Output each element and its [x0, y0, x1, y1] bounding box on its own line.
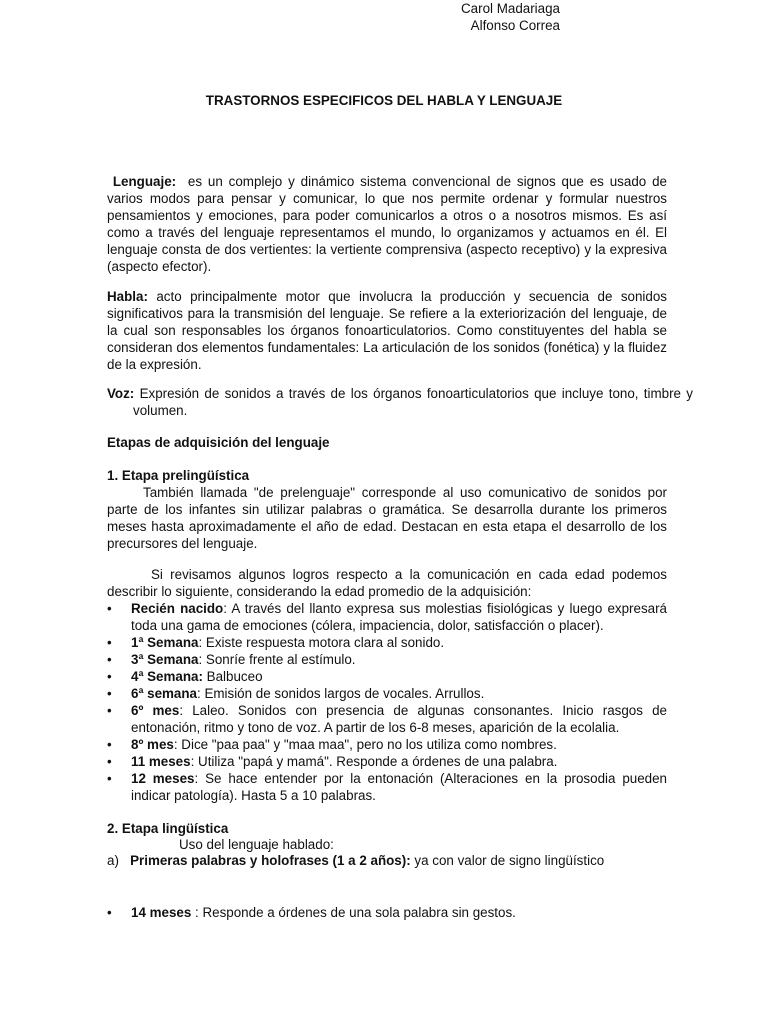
- list-item: • 12 meses: Se hace entender por la entonación (Alteraciones en la prosodia pueden indicar patología). Hasta 5 a 10 palabras.: [107, 771, 668, 803]
- etapa2-intro: Uso del lenguaje hablado:: [179, 837, 334, 852]
- bullet: •: [107, 635, 112, 650]
- bullet: •: [107, 754, 112, 769]
- etapa2-milestone-list: [107, 904, 667, 921]
- bullet: •: [107, 737, 112, 752]
- list-item: • 3ª Semana: Sonríe frente al estímulo.: [107, 652, 356, 667]
- list-item: • 1ª Semana: Existe respuesta motora clara al sonido.: [107, 635, 445, 650]
- bullet: •: [107, 669, 112, 684]
- voz-paragraph: [107, 385, 693, 419]
- list-item: • 6º mes: Laleo. Sonidos con presencia de algunas consonantes. Inicio rasgos de entonación, ritmo y tono de voz. A partir de los 6-8 meses, aparición de la ecolalia.: [107, 703, 667, 735]
- authors: [0, 0, 560, 34]
- etapa1-heading: 1. Etapa prelingüística: [107, 468, 250, 483]
- bullet: •: [107, 686, 112, 701]
- subsection-text: ya con valor de signo lingüístico: [410, 853, 605, 868]
- lenguaje-term: Lenguaje:: [112, 174, 177, 189]
- lenguaje-text: es un complejo y dinámico sistema convencional de signos que es usado de varios modos para pensar y comunicar, lo que nos permite ordenar y formular nuestros pensamientos y emociones, para poder comunicarlos a otros o a nosotros mismos. Es así como a través del lenguaje representamos el mundo, lo organizamos y actuamos en él. El lenguaje consta de dos vertientes: la vertiente comprensiva (aspecto receptivo) y la expresiva (aspecto efector).: [107, 174, 667, 274]
- voz-term: Voz:: [107, 386, 135, 401]
- habla-term: Habla:: [107, 289, 148, 304]
- author-1: Carol Madariaga: [461, 1, 560, 16]
- list-item: • Recién nacido: A través del llanto expresa sus molestias fisiológicas y luego expresará toda una gama de emociones (cólera, impaciencia, dolor, satisfacción o placer).: [107, 601, 667, 633]
- list-item: • 6ª semana: Emisión de sonidos largos de vocales. Arrullos.: [107, 686, 485, 701]
- subsection-label: a): [107, 853, 119, 868]
- etapa2-subsection-a: [107, 852, 667, 869]
- bullet: •: [107, 905, 112, 920]
- document-title: TRASTORNOS ESPECIFICOS DEL HABLA Y LENGUAJE: [205, 93, 563, 108]
- list-item: • 4ª Semana: Balbuceo: [107, 669, 263, 684]
- subsection-term: Primeras palabras y holofrases (1 a 2 años):: [130, 853, 411, 868]
- author-2: Alfonso Correa: [470, 18, 560, 33]
- list-item: • 11 meses: Utiliza "papá y mamá". Responde a órdenes de una palabra.: [107, 754, 558, 769]
- etapa2-heading: 2. Etapa lingüística: [107, 821, 229, 836]
- lenguaje-paragraph: [107, 173, 667, 275]
- bullet: •: [107, 652, 112, 667]
- voz-text: Expresión de sonidos a través de los órganos fonoarticulatorios que incluye tono, timbre y volumen.: [133, 386, 693, 418]
- habla-paragraph: [107, 288, 667, 373]
- list-item: • 8º mes: Dice "paa paa" y "maa maa", pero no los utiliza como nombres.: [107, 737, 557, 752]
- etapas-heading: Etapas de adquisición del lenguaje: [107, 435, 330, 450]
- bullet: •: [107, 601, 112, 616]
- etapa1-paragraph-2: Si revisamos algunos logros respecto a la comunicación en cada edad podemos describir lo siguiente, considerando la edad promedio de la adquisición:: [107, 567, 667, 599]
- bullet: •: [107, 771, 112, 786]
- etapa1-paragraph-1: También llamada "de prelenguaje" corresponde al uso comunicativo de sonidos por parte de los infantes sin utilizar palabras o gramática. Se desarrolla durante los primeros meses hasta aproximadamente el año de edad. Destacan en esta etapa el desarrollo de los precursores del lenguaje.: [107, 485, 667, 551]
- bullet: •: [107, 703, 112, 718]
- habla-text: acto principalmente motor que involucra la producción y secuencia de sonidos significativos para la transmisión del lenguaje. Se refiere a la exteriorización del lenguaje, de la cual son responsables los órganos fonoarticulatorios. Como constituyentes del habla se consideran dos elementos fundamentales: La articulación de los sonidos (fonética) y la fluidez de la expresión.: [107, 289, 667, 372]
- list-item: • 14 meses : Responde a órdenes de una sola palabra sin gestos.: [107, 905, 516, 920]
- etapa1-milestone-list: [107, 600, 667, 804]
